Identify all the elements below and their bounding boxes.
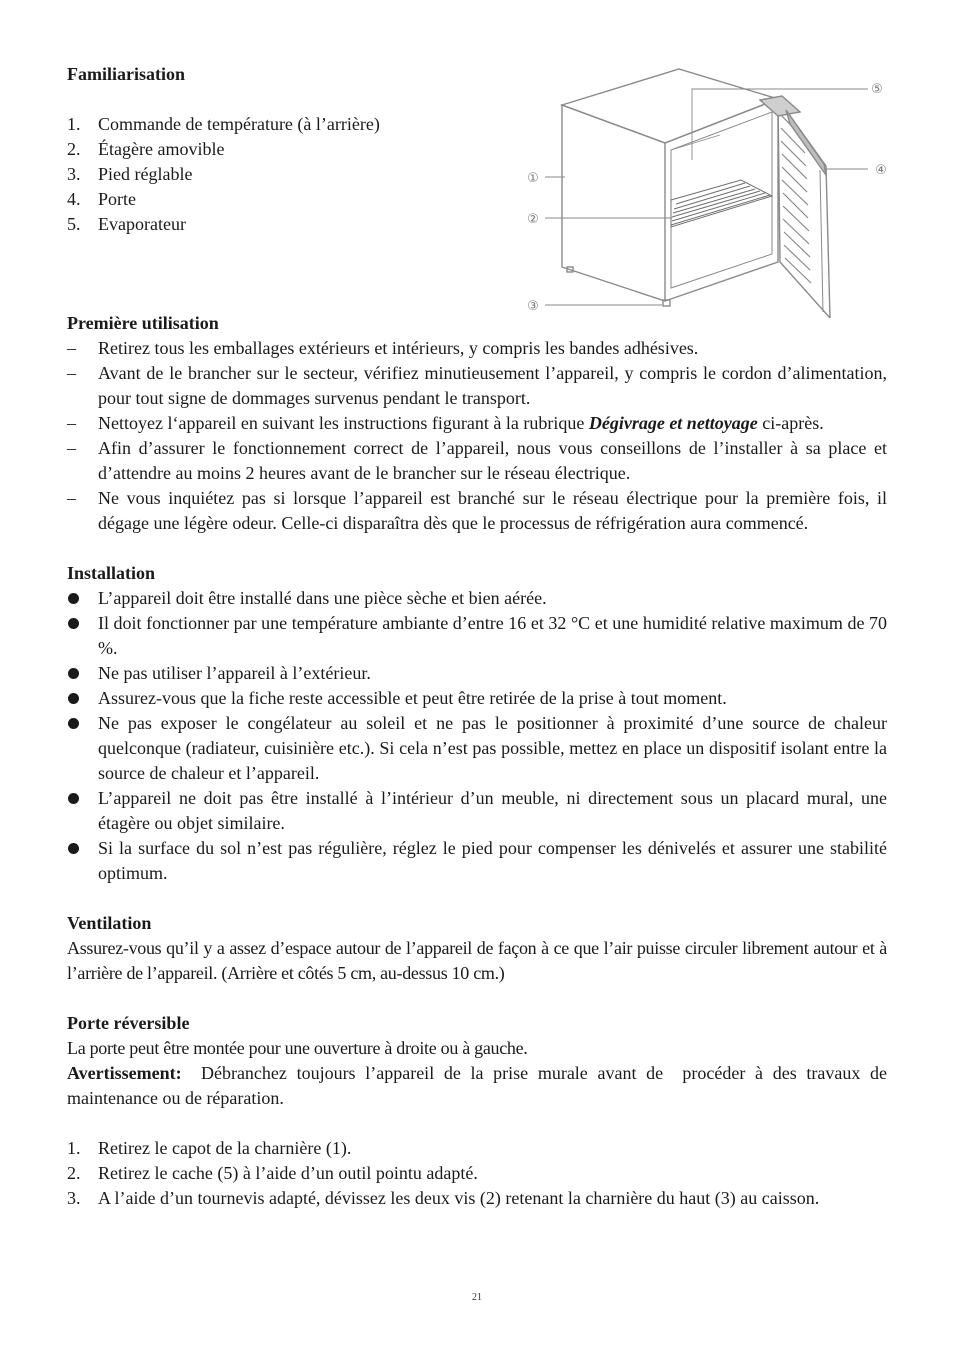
item-text: Ne pas utiliser l’appareil à l’extérieur.: [98, 663, 371, 683]
list-item: [67, 162, 507, 187]
familiarisation-list: [67, 112, 507, 237]
item-text: Avant de le brancher sur le secteur, vérifiez minutieusement l’appareil, y compris le cordon d’alimentation, pour tout signe de dommages survenus pendant le transport.: [98, 363, 887, 408]
emphasis-text: Dégivrage et nettoyage: [588, 413, 758, 433]
item-text: Porte: [98, 189, 136, 209]
bullet-icon: [68, 693, 79, 704]
hinge-cover: [760, 96, 800, 116]
list-item: [67, 336, 887, 361]
bullet-icon: [68, 718, 79, 729]
list-item: [67, 786, 887, 836]
dash-mark: –: [67, 413, 76, 433]
list-item: [67, 411, 887, 436]
cabinet-interior: [671, 112, 772, 288]
item-number: 1.: [67, 114, 81, 134]
item-text: Retirez tous les emballages extérieurs et intérieurs, y compris les bandes adhésives.: [98, 338, 699, 358]
callout-5: ⑤: [871, 82, 883, 97]
bullet-icon: [68, 618, 79, 629]
premiere-heading: Première utilisation: [67, 313, 219, 333]
item-text: Nettoyez l‘appareil en suivant les instructions figurant à la rubrique: [98, 413, 589, 433]
item-text: L’appareil ne doit pas être installé à l’intérieur d’un meuble, ni directement sous un placard mural, une étagère ou objet similaire.: [98, 788, 887, 833]
fridge-diagram: [520, 62, 896, 318]
warning-label: Avertissement:: [67, 1063, 182, 1083]
item-text: Commande de température (à l’arrière): [98, 114, 380, 134]
list-item: [67, 187, 507, 212]
item-text: Retirez le capot de la charnière (1).: [98, 1138, 352, 1158]
item-number: 4.: [67, 189, 81, 209]
list-item: [67, 686, 887, 711]
dash-mark: –: [67, 488, 76, 508]
list-item: [67, 711, 887, 786]
list-item: [67, 836, 887, 886]
callout-1: ①: [527, 171, 539, 186]
callout-2: ②: [527, 212, 539, 227]
familiarisation-heading: Familiarisation: [67, 64, 185, 84]
list-item: [67, 212, 507, 237]
callout-4: ④: [875, 163, 887, 178]
page-number: 21: [472, 1292, 482, 1303]
warning-paragraph: [67, 1061, 892, 1111]
item-text: Étagère amovible: [98, 139, 225, 159]
item-number: 5.: [67, 214, 81, 234]
item-text: Pied réglable: [98, 164, 193, 184]
bullet-icon: [68, 843, 79, 854]
list-item: [67, 361, 887, 411]
list-item: [67, 611, 887, 661]
cabinet-side: [562, 105, 665, 301]
familiarisation-section: [67, 62, 507, 237]
cabinet-top: [562, 69, 778, 143]
item-text: Afin d’assurer le fonctionnement correct de l’appareil, nous vous conseillons de l’installer à sa place et d’attendre au moins 2 heures avant de le brancher sur le réseau électrique.: [98, 438, 887, 483]
list-item: [67, 486, 887, 536]
porte-heading: Porte réversible: [67, 1013, 190, 1033]
callout-3: ③: [527, 299, 539, 314]
bullet-icon: [68, 668, 79, 679]
item-text: ci-après.: [757, 413, 824, 433]
item-number: 1.: [67, 1138, 81, 1158]
premiere-list: [67, 336, 887, 536]
item-number: 2.: [67, 139, 81, 159]
main-content: [67, 311, 892, 1211]
porte-steps: [67, 1136, 887, 1211]
ventilation-heading: Ventilation: [67, 913, 152, 933]
item-number: 3.: [67, 1188, 81, 1208]
list-item: [67, 436, 887, 486]
bullet-icon: [68, 793, 79, 804]
list-item: [67, 661, 887, 686]
list-item: [67, 112, 507, 137]
ventilation-text: Assurez-vous qu’il y a assez d’espace autour de l’appareil de façon à ce que l’air puisse circuler librement autour et à l’arrière de l’appareil. (Arrière et côtés 5 cm, au-dessus 10 cm.): [67, 938, 887, 983]
dash-mark: –: [67, 338, 76, 358]
warning-text: Débranchez toujours l’appareil de la prise murale avant de procéder à des travaux de maintenance ou de réparation.: [67, 1063, 892, 1108]
item-number: 2.: [67, 1163, 81, 1183]
item-text: A l’aide d’un tournevis adapté, dévissez les deux vis (2) retenant la charnière du haut (3) au caisson.: [98, 1188, 820, 1208]
installation-list: [67, 586, 887, 886]
porte-intro: La porte peut être montée pour une ouverture à droite ou à gauche.: [67, 1038, 528, 1058]
list-item: [67, 1136, 887, 1161]
item-text: Si la surface du sol n’est pas régulière, réglez le pied pour compenser les dénivelés et assurer une stabilité optimum.: [98, 838, 887, 883]
installation-heading: Installation: [67, 563, 156, 583]
item-text: Il doit fonctionner par une température ambiante d’entre 16 et 32 °C et une humidité relative maximum de 70 %.: [98, 613, 887, 658]
item-text: Ne pas exposer le congélateur au soleil et ne pas le positionner à proximité d’une source de chaleur quelconque (radiateur, cuisinière etc.). Si cela n’est pas possible, mettez en place un dispositif isolant entre la source de chaleur et l’appareil.: [98, 713, 887, 783]
list-item: [67, 1186, 887, 1211]
item-text: Evaporateur: [98, 214, 186, 234]
bullet-icon: [68, 593, 79, 604]
dash-mark: –: [67, 363, 76, 383]
item-text: Retirez le cache (5) à l’aide d’un outil pointu adapté.: [98, 1163, 478, 1183]
list-item: [67, 1161, 887, 1186]
item-text: L’appareil doit être installé dans une pièce sèche et bien aérée.: [98, 588, 547, 608]
item-text: Ne vous inquiétez pas si lorsque l’appareil est branché sur le réseau électrique pour la première fois, il dégage une légère odeur. Celle-ci disparaîtra dès que le processus de réfrigération aura commencé.: [98, 488, 887, 533]
item-text: Assurez-vous que la fiche reste accessible et peut être retirée de la prise à tout moment.: [98, 688, 727, 708]
wire-shelf: [671, 180, 772, 227]
dash-mark: –: [67, 438, 76, 458]
list-item: [67, 586, 887, 611]
list-item: [67, 137, 507, 162]
item-number: 3.: [67, 164, 81, 184]
